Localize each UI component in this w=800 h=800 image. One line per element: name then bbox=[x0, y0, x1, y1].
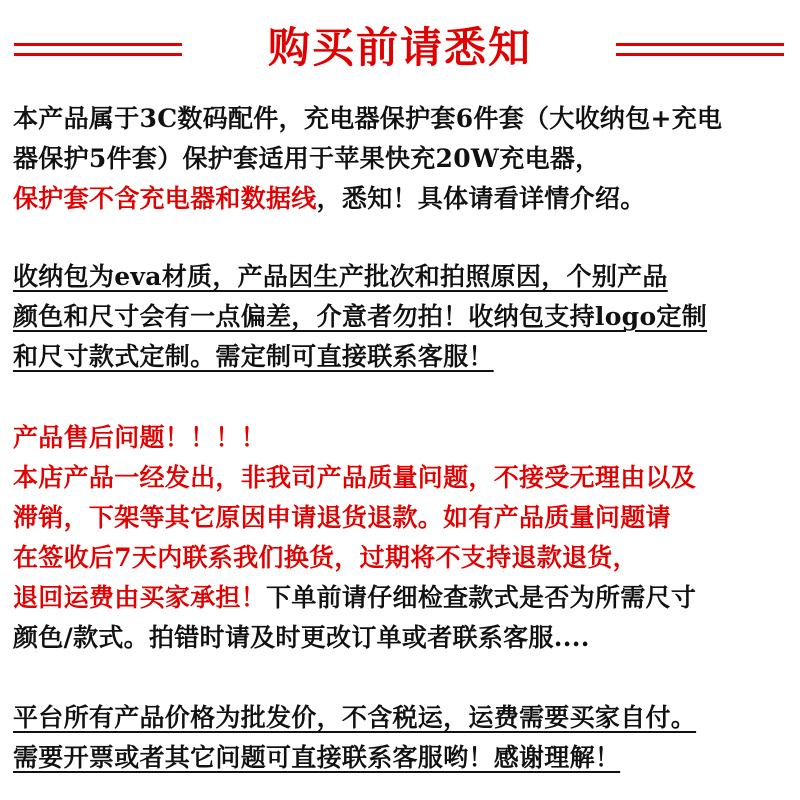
after-sales-line-2: 滞销，下架等其它原因申请退货退款。如有产品质量问题请 bbox=[13, 503, 671, 532]
after-sales-line-4 bbox=[13, 580, 696, 616]
pricing-line-1: 平台所有产品价格为批发价，不含税运，运费需要买家自付。 bbox=[13, 703, 697, 732]
product-info-line-3-rest: ，悉知！具体请看详情介绍。 bbox=[316, 184, 646, 213]
after-sales-line-4-rest: 下单前请仔细检查款式是否为所需尺寸 bbox=[266, 583, 697, 612]
no-charger-notice: 保护套不含充电器和数据线 bbox=[13, 184, 317, 213]
page-title: 购买前请悉知 bbox=[267, 23, 532, 72]
product-info-line-3 bbox=[13, 181, 646, 217]
storage-bag-line-1: 收纳包为eva材质，产品因生产批次和拍照原因，个别产品 bbox=[13, 262, 668, 291]
return-shipping-notice: 退回运费由买家承担！ bbox=[13, 583, 267, 612]
right-decorative-double-line bbox=[616, 43, 784, 58]
after-sales-heading: 产品售后问题！！！！ bbox=[13, 423, 267, 452]
storage-bag-line-2: 颜色和尺寸会有一点偏差，介意者勿拍！收纳包支持logo定制 bbox=[13, 302, 708, 331]
after-sales-line-3: 在签收后7天内联系我们换货，过期将不支持退款退货， bbox=[13, 543, 638, 572]
after-sales-line-1: 本店产品一经发出，非我司产品质量问题，不接受无理由以及 bbox=[13, 463, 697, 492]
header bbox=[0, 18, 800, 88]
product-info-line-2: 器保护5件套）保护套适用于苹果快充20W充电器， bbox=[13, 144, 601, 173]
pricing-line-2: 需要开票或者其它问题可直接联系客服哟！感谢理解！ bbox=[13, 743, 621, 772]
product-info-line-1: 本产品属于3C数码配件，充电器保护套6件套（大收纳包+充电 bbox=[13, 104, 723, 133]
storage-bag-line-3: 和尺寸款式定制。需定制可直接联系客服！ bbox=[13, 342, 494, 371]
after-sales-line-5: 颜色/款式。拍错时请及时更改订单或者联系客服.... bbox=[13, 623, 590, 652]
